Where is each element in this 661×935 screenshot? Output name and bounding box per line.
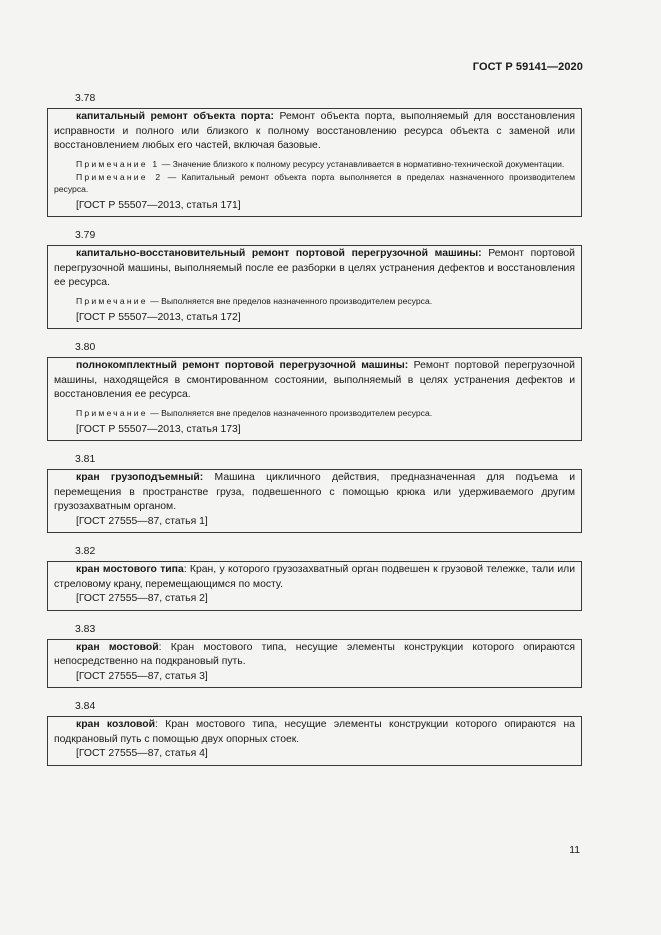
entry-number: 3.82	[75, 546, 96, 557]
note-text: — Значение близкого к полному ресурсу устанавливается в нормативно-технической документации.	[159, 158, 565, 169]
page-number: 11	[569, 845, 580, 856]
entry-term: кран козловой	[76, 719, 156, 730]
entry-box	[47, 469, 582, 533]
note-label: Примечание 1	[76, 158, 160, 169]
entry-term: кран грузоподъемный:	[76, 472, 204, 483]
note-text: — Выполняется вне пределов назначенного производителем ресурса.	[147, 407, 433, 418]
note-label: Примечание	[76, 295, 148, 306]
entry-source: [ГОСТ Р 55507—2013, статья 171]	[76, 199, 241, 211]
entry-definition	[54, 471, 575, 515]
term-entry-3-82	[47, 545, 582, 611]
entry-definition	[54, 247, 575, 291]
entry-source: [ГОСТ 27555—87, статья 1]	[76, 515, 208, 527]
term-entry-3-81	[47, 453, 582, 533]
entry-definition	[54, 563, 575, 592]
entry-number: 3.83	[75, 623, 96, 635]
entry-definition	[54, 359, 575, 403]
term-entry-3-80	[47, 341, 582, 441]
term-entry-3-79	[47, 229, 582, 329]
term-entry-3-83	[47, 623, 582, 689]
note-text: — Капитальный ремонт объекта порта выполняется в пределах назначенного производителем ресурса.	[54, 171, 575, 194]
entry-definition-text: Ремонт объекта порта, выполняемый для восстановления исправности и полного или близкого к полному восстановлению ресурса объекта с заменой или восстановлением любых его частей, включая базовые.	[54, 111, 575, 151]
entry-number: 3.81	[75, 454, 96, 465]
entry-number: 3.84	[75, 701, 96, 712]
entry-box	[47, 108, 582, 217]
entry-source: [ГОСТ Р 55507—2013, статья 172]	[76, 311, 241, 323]
entry-number: 3.80	[75, 342, 96, 353]
entry-note	[54, 407, 575, 419]
entry-term: кран мостового типа	[76, 564, 184, 575]
note-text: — Выполняется вне пределов назначенного производителем ресурса.	[147, 295, 433, 306]
entry-source: [ГОСТ 27555—87, статья 2]	[76, 593, 208, 604]
entry-box	[47, 357, 582, 441]
entry-source: [ГОСТ 27555—87, статья 3]	[76, 670, 208, 682]
entry-definition	[54, 110, 575, 154]
term-entry-3-78	[47, 92, 582, 217]
entry-note	[54, 295, 575, 307]
term-entry-3-84	[47, 700, 582, 766]
entry-term: капитально-восстановительный ремонт портовой перегрузочной машины:	[76, 248, 482, 259]
entry-definition	[54, 718, 575, 747]
entry-box	[47, 716, 582, 766]
entry-term: кран мостовой	[76, 641, 159, 653]
entry-source: [ГОСТ 27555—87, статья 4]	[76, 748, 208, 759]
entry-definition-text: Ремонт портовой перегрузочной машины, находящейся в смонтированном состоянии, выполняемый в целях устранения дефектов и восстановления ее ресурса.	[54, 360, 575, 400]
entry-term: полнокомплектный ремонт портовой перегрузочной машины:	[76, 360, 409, 371]
entry-box	[47, 561, 582, 611]
entry-definition-text: Ремонт портовой перегрузочной машины, выполняемый после ее разборки в целях устранения дефектов и восстановления ее ресурса.	[54, 248, 575, 288]
entry-source: [ГОСТ Р 55507—2013, статья 173]	[76, 423, 241, 435]
note-label: Примечание 2	[76, 171, 163, 182]
entry-box	[47, 245, 582, 329]
entry-number: 3.79	[75, 230, 96, 241]
entry-number: 3.78	[75, 93, 96, 104]
entry-definition-text: Машина цикличного действия, предназначенная для подъема и перемещения в пространстве груза, подвешенного с помощью крюка или удерживаемого другим грузозахватным органом.	[54, 472, 575, 512]
document-code: ГОСТ Р 59141—2020	[472, 61, 583, 73]
entry-definition	[54, 641, 575, 670]
entry-box	[47, 639, 582, 689]
entry-definition-text: : Кран мостового типа, несущие элементы конструкции которого опираются непосредственно на подкрановый путь.	[54, 641, 576, 667]
entry-term: капитальный ремонт объекта порта:	[76, 111, 274, 122]
entry-note	[54, 158, 575, 170]
entry-definition-text: : Кран мостового типа, несущие элементы конструкции которого опираются на подкрановый путь с помощью двух опорных стоек.	[54, 719, 575, 745]
note-label: Примечание	[76, 407, 148, 418]
entry-definition-text: : Кран, у которого грузозахватный орган подвешен к грузовой тележке, тали или стреловому крану, перемещающимся по мосту.	[54, 564, 575, 590]
terms-list	[47, 92, 582, 778]
entry-note	[54, 171, 575, 195]
